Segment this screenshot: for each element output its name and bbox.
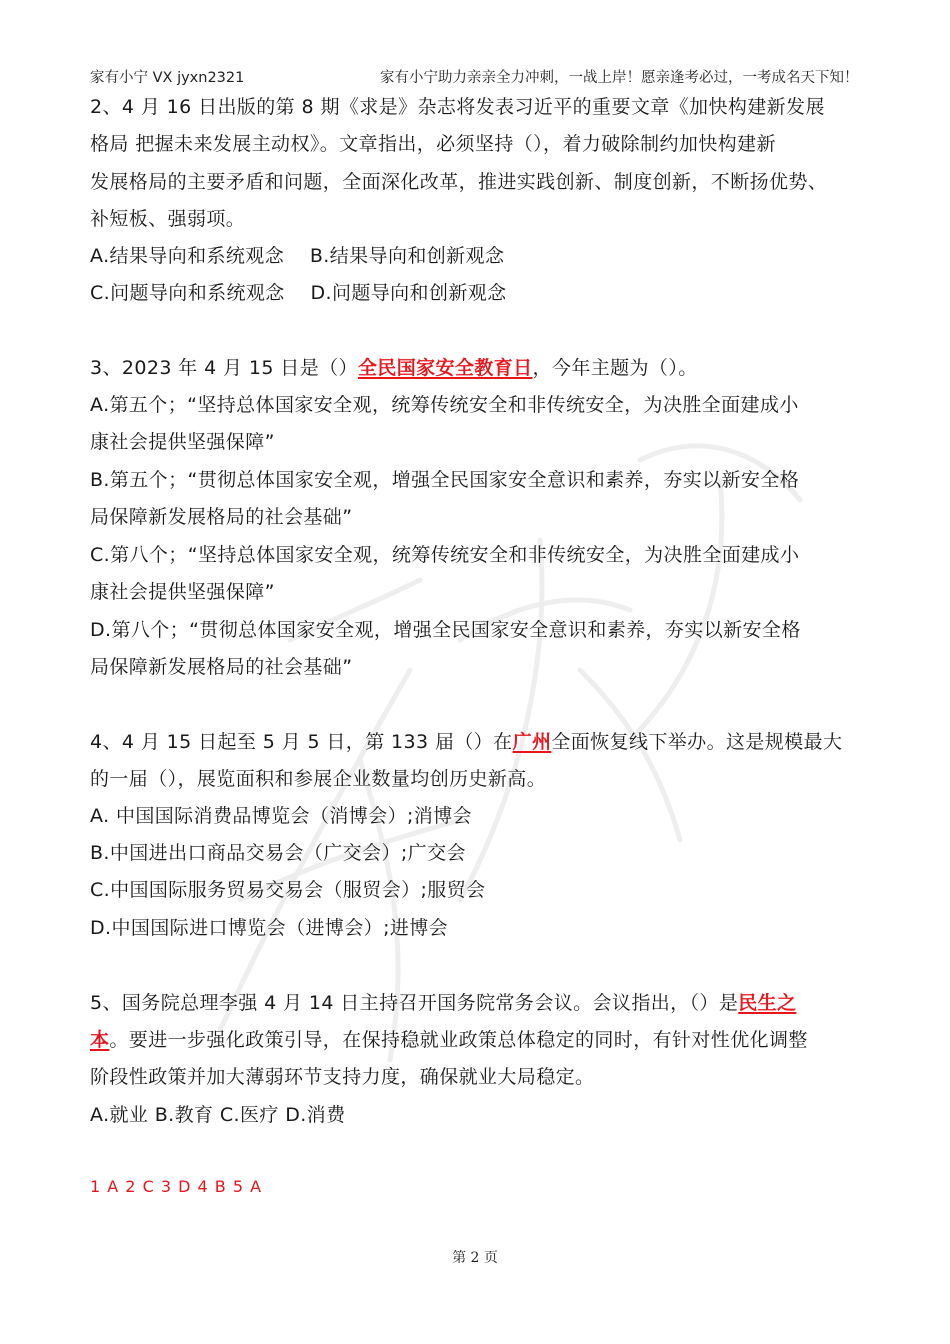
q4-question-line-1 [90, 727, 842, 754]
q3-text-pre: 3、2023 年 4 月 15 日是（） [90, 357, 358, 379]
page-number: 第 2 页 [452, 1250, 498, 1266]
q5-options: A.就业 B.教育 C.医疗 D.消费 [90, 1104, 346, 1126]
q4-text-pre: 4、4 月 15 日起至 5 月 5 日，第 133 届（）在 [90, 731, 513, 753]
q2-option-row-2 [90, 278, 507, 305]
q3-option-c-line-2: 康社会提供坚强保障” [90, 581, 275, 603]
q5-text-post: 。要进一步强化政策引导，在保持稳就业政策总体稳定的同时，有针对性优化调整 [109, 1029, 808, 1051]
q2-option-row-1 [90, 241, 504, 268]
q3-question [90, 353, 698, 380]
q4-question-line-2: 的一届（），展览面积和参展企业数量均创历史新高。 [90, 768, 547, 790]
q3-option-d-line-1: D.第八个；“贯彻总体国家安全观，增强全民国家安全意识和素养，夯实以新安全格 [90, 619, 801, 641]
q3-option-b-line-1: B.第五个；“贯彻总体国家安全观，增强全民国家安全意识和素养，夯实以新安全格 [90, 469, 800, 491]
q4-option-a: A. 中国国际消费品博览会（消博会）;消博会 [90, 805, 472, 827]
q3-option-a-line-2: 康社会提供坚强保障” [90, 431, 275, 453]
q4-option-b: B.中国进出口商品交易会（广交会）;广交会 [90, 842, 466, 864]
q4-option-d: D.中国国际进口博览会（进博会）;进博会 [90, 917, 449, 939]
q2-text-line-1: 2、4 月 16 日出版的第 8 期《求是》杂志将发表习近平的重要文章《加快构建新发展 [90, 96, 825, 118]
q4-option-c: C.中国国际服务贸易交易会（服贸会）;服贸会 [90, 879, 486, 901]
q2-option-c: C.问题导向和系统观念 [90, 282, 285, 304]
header-right-text: 家有小宁助力亲亲全力冲刺，一战上岸！愿亲逢考必过，一考成名天下知！ [380, 70, 859, 86]
q2-text-line-3: 发展格局的主要矛盾和问题，全面深化改革，推进实践创新、制度创新，不断扬优势、 [90, 171, 828, 193]
q5-question-line-1 [90, 988, 796, 1015]
q3-option-a-line-1: A.第五个；“坚持总体国家安全观，统筹传统安全和非传统安全，为决胜全面建成小 [90, 394, 799, 416]
q2-option-a: A.结果导向和系统观念 [90, 245, 285, 267]
q5-text-pre: 5、国务院总理李强 4 月 14 日主持召开国务院常务会议。会议指出，（）是 [90, 992, 739, 1014]
q5-question-line-3: 阶段性政策并加大薄弱环节支持力度，确保就业大局稳定。 [90, 1066, 595, 1088]
q2-text-line-2: 格局 把握未来发展主动权》。文章指出，必须坚持（），着力破除制约加快构建新 [90, 133, 776, 155]
q3-highlight: 全民国家安全教育日 [357, 357, 533, 379]
q4-text-post: 全面恢复线下举办。这是规模最大 [551, 731, 843, 753]
q4-highlight: 广州 [512, 731, 552, 753]
q2-option-d: D.问题导向和创新观念 [310, 282, 507, 304]
q3-option-d-line-2: 局保障新发展格局的社会基础” [90, 656, 353, 678]
q2-text-line-4: 补短板、强弱项。 [90, 208, 246, 230]
q5-highlight-2: 本 [90, 1029, 110, 1051]
page-header [90, 66, 860, 87]
watermark-calligraphy-icon [160, 340, 860, 1100]
q2-option-b: B.结果导向和创新观念 [309, 245, 505, 267]
q5-question-line-2 [90, 1025, 808, 1052]
answer-key: 1 A 2 C 3 D 4 B 5 A [90, 1177, 263, 1196]
q3-option-b-line-2: 局保障新发展格局的社会基础” [90, 506, 353, 528]
q3-text-post: ，今年主题为（）。 [532, 357, 698, 379]
q5-highlight-1: 民生之 [738, 992, 797, 1014]
q3-option-c-line-1: C.第八个；“坚持总体国家安全观，统筹传统安全和非传统安全，为决胜全面建成小 [90, 544, 800, 566]
header-left-text: 家有小宁 VX jyxn2321 [90, 70, 245, 86]
